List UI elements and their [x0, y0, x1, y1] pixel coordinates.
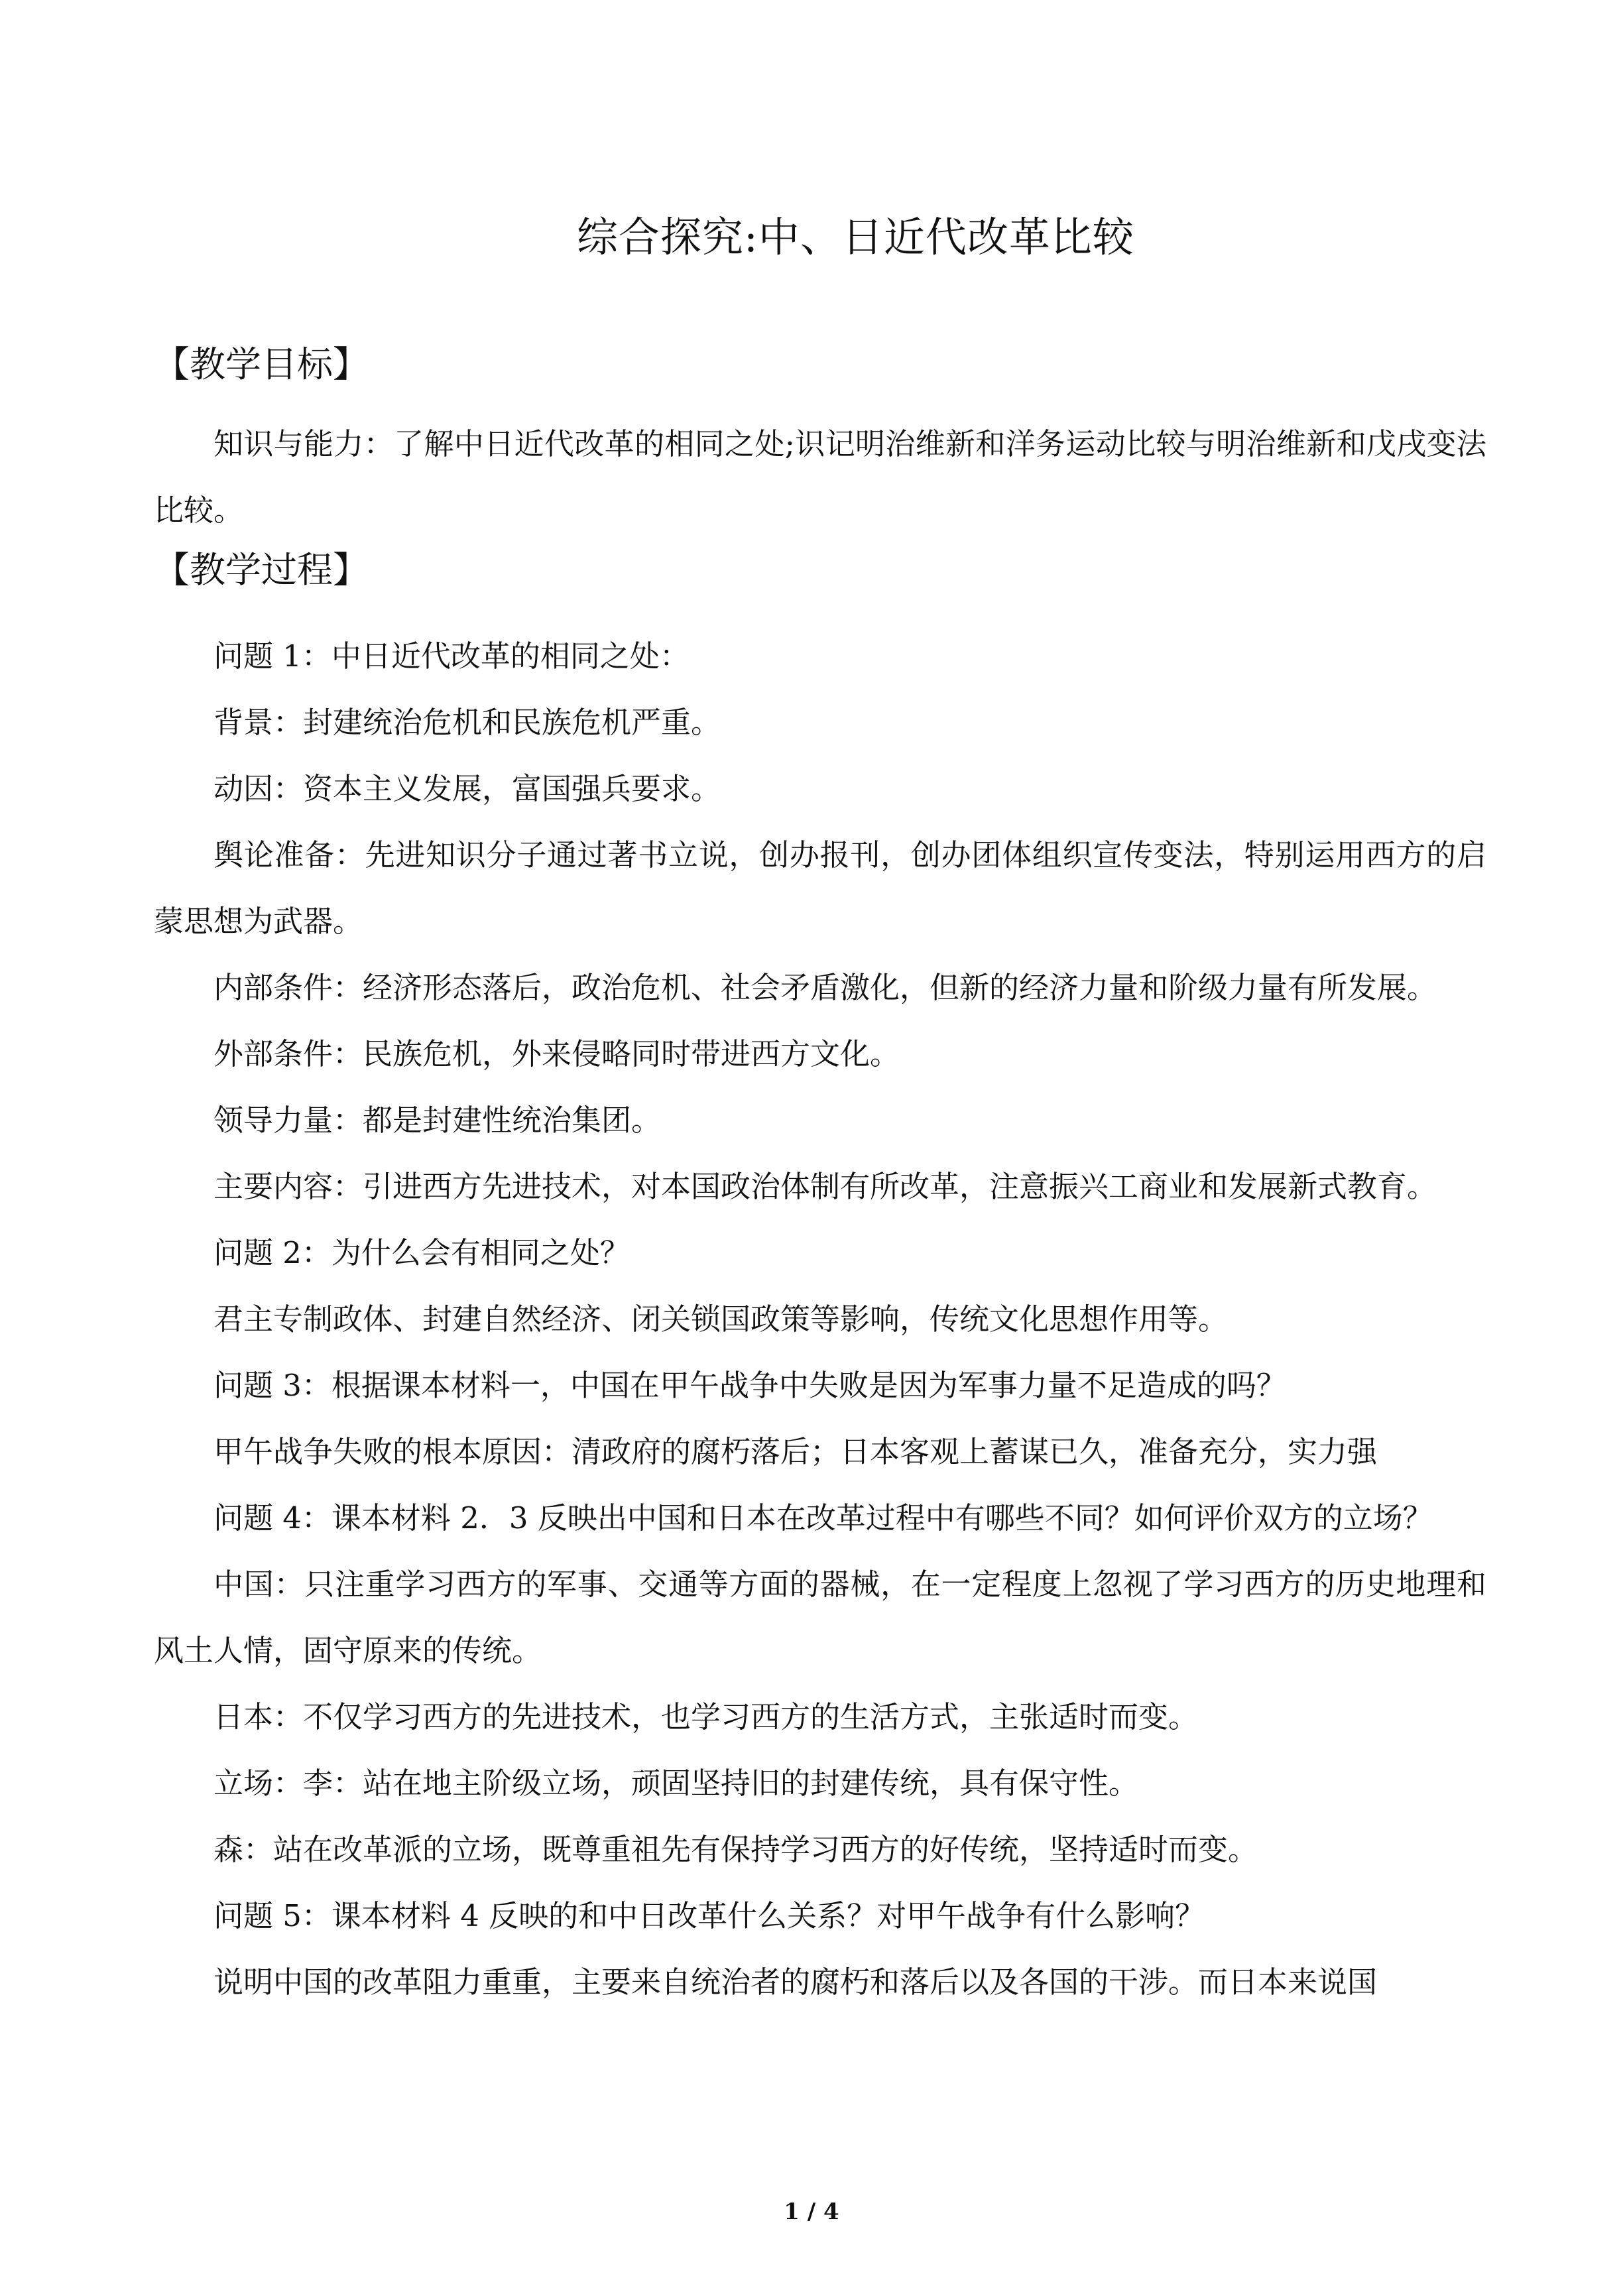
paragraph: 领导力量：都是封建性统治集团。 [213, 1103, 662, 1138]
objectives-body [154, 411, 1486, 544]
paragraph: 知识与能力：了解中日近代改革的相同之处;识记明治维新和洋务运动比较与明治维新和戊戌变法比较。 [154, 426, 1486, 528]
paragraph: 外部条件：民族危机，外来侵略同时带进西方文化。 [213, 1036, 900, 1071]
paragraph: 问题 4：课本材料 2．3 反映出中国和日本在改革过程中有哪些不同？如何评价双方的立场？ [213, 1500, 1433, 1536]
paragraph: 甲午战争失败的根本原因：清政府的腐朽落后；日本客观上蓄谋已久，准备充分，实力强 [213, 1434, 1378, 1469]
paragraph: 中国：只注重学习西方的军事、交通等方面的器械，在一定程度上忽视了学习西方的历史地理和风土人情，固守原来的传统。 [154, 1567, 1486, 1668]
paragraph: 动因：资本主义发展，富国强兵要求。 [213, 771, 721, 806]
section-heading-objectives: 【教学目标】 [154, 343, 369, 385]
paragraph: 日本：不仅学习西方的先进技术，也学习西方的生活方式，主张适时而变。 [213, 1699, 1199, 1734]
paragraph: 问题 2：为什么会有相同之处？ [213, 1235, 630, 1270]
paragraph: 内部条件：经济形态落后，政治危机、社会矛盾激化，但新的经济力量和阶级力量有所发展。 [213, 970, 1437, 1005]
paragraph: 背景：封建统治危机和民族危机严重。 [213, 705, 721, 740]
paragraph: 主要内容：引进西方先进技术，对本国政治体制有所改革，注意振兴工商业和发展新式教育。 [213, 1169, 1437, 1204]
paragraph: 森：站在改革派的立场，既尊重祖先有保持学习西方的好传统，坚持适时而变。 [213, 1832, 1258, 1867]
paragraph: 问题 1：中日近代改革的相同之处： [213, 638, 690, 674]
paragraph: 说明中国的改革阻力重重，主要来自统治者的腐朽和落后以及各国的干涉。而日本来说国 [213, 1964, 1378, 2000]
page-number: 1 / 4 [784, 2199, 839, 2225]
paragraph: 立场：李：站在地主阶级立场，顽固坚持旧的封建传统，具有保守性。 [213, 1766, 1139, 1801]
paragraph: 问题 3：根据课本材料一，中国在甲午战争中失败是因为军事力量不足造成的吗？ [213, 1368, 1286, 1403]
section-heading-process: 【教学过程】 [154, 549, 369, 591]
page-title: 综合探究:中、日近代改革比较 [577, 213, 1134, 261]
paragraph: 君主专制政体、封建自然经济、闭关锁国政策等影响，传统文化思想作用等。 [213, 1301, 1229, 1337]
paragraph: 舆论准备：先进知识分子通过著书立说，创办报刊，创办团体组织宣传变法，特别运用西方的启蒙思想为武器。 [154, 837, 1486, 939]
paragraph: 问题 5：课本材料 4 反映的和中日改革什么关系？对甲午战争有什么影响？ [213, 1898, 1205, 1933]
process-body [154, 623, 1486, 2016]
